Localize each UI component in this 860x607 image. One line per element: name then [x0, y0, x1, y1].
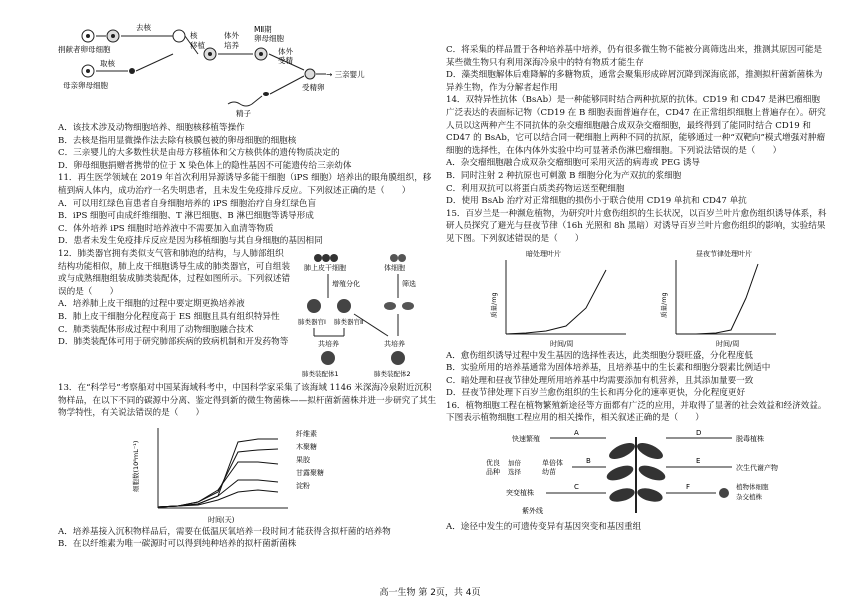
dark-ylabel: 质量/mg	[490, 291, 498, 318]
organoid-2-icon	[337, 299, 351, 313]
svg-text:加倍: 加倍	[508, 459, 521, 468]
sperm-icon	[228, 96, 262, 106]
q13-stem: 13．在“科学号”考察船对中国某海域科考中，中国科学家采集了该海域 1146 米深海冷泉附近沉积物样品，在以下不同的碳源中分离、鉴定得到新的微生物菌株——拟杆菌新菌株并进一步研究了其生物学特性，有关说法错误的是（ ）	[58, 382, 437, 419]
q12-stem: 12．肺类器官拥有类似支气管和肺泡的结构，与人肺部组织结构功能相似，肺上皮干细胞诱导生成的肺类器官，可自组装或与成熟细胞组装成肺类装配体，过程如图所示。下列叙述错误的是（ ）	[58, 248, 291, 297]
svg-text:单倍体: 单倍体	[542, 459, 563, 468]
baby-label: → 三亲婴儿	[326, 70, 365, 79]
svg-text:体外: 体外	[224, 31, 239, 40]
assembly-2-label: 肺类装配体2	[374, 369, 411, 378]
fused-cell-icon	[719, 488, 729, 498]
dark-xlabel: 时间/周	[550, 339, 574, 348]
q12-option-c: C．肺类装配体形成过程中利用了动物细胞融合技术	[58, 324, 254, 335]
q13-option-d: D．藻类细胞解体后难降解的多糖物质，通常会聚集形成碎屑沉降到深海底部，推测拟杆菌新菌株为异养生物，作为分解者起作用	[446, 70, 823, 93]
svg-text:卵母细胞: 卵母细胞	[254, 34, 284, 43]
q13-xlabel: 时间(天)	[208, 515, 235, 524]
q12-option-a: A．培养肺上皮干细胞的过程中要定期更换培养液	[58, 299, 245, 310]
q11-option-c: C．体外培养 iPS 细胞时培养液中不需要加入血清等物质	[58, 223, 274, 234]
q15-option-d: D．昼夜节律处理下百岁兰愈伤组织的生长和再分化的速率更快，分化程度更好	[446, 388, 746, 399]
arrow-c-label: C	[574, 483, 579, 492]
svg-text:受精: 受精	[278, 56, 293, 65]
screen-label: 筛选	[402, 279, 416, 288]
legend-cellulose: 纤维素	[296, 429, 317, 438]
arrow-b-label: B	[586, 457, 591, 466]
assembly-2-icon	[391, 351, 405, 365]
donor-oocyte-label: 捐献者卵母细胞	[58, 45, 111, 54]
q14-option-a: A．杂交瘤细胞融合成双杂交瘤细胞可采用灭活的病毒或 PEG 诱导	[446, 158, 701, 169]
co-culture-label-1: 共培养	[318, 339, 339, 348]
sperm-label: 精子	[236, 109, 251, 118]
uv-label: 紫外线	[522, 507, 543, 516]
proliferation-label: 增殖分化	[332, 279, 360, 288]
q11-option-a: A．可以用红绿色盲患者自身细胞培养的 iPS 细胞治疗自身红绿色盲	[58, 198, 317, 209]
plant-leaf-icon	[605, 437, 667, 513]
q16-option-a: A．途径中发生的可遗传变异有基因突变和基因重组	[446, 522, 642, 533]
q10-option-d: D．卵母细胞捐赠者携带的位于 X 染色体上的隐性基因不可能遗传给三亲幼体	[58, 160, 352, 171]
series-xylan	[158, 449, 278, 507]
legend-starch: 淀粉	[296, 481, 310, 490]
q13-option-c: C．将采集的样品置于各种培养基中培养，仍有很多微生物不能被分离筛选出来，推测其原因可能是某些微生物只有利用深海冷泉中的特有物质才能生存	[446, 45, 823, 68]
q10-option-b: B．去核是指用显微操作法去除有核膜包被的卵母细胞的细胞核	[58, 135, 297, 146]
co-culture-label-2: 共培养	[384, 339, 405, 348]
svg-text:培养: 培养	[224, 41, 239, 50]
take-nucleus-label: 取核	[100, 59, 115, 68]
somatic-cell-cluster-icon	[390, 254, 406, 262]
dark-chart-title: 暗处理叶片	[526, 249, 561, 258]
enucleated-cell	[173, 30, 185, 42]
q11-option-b: B．iPS 细胞可由成纤维细胞、T 淋巴细胞、B 淋巴细胞等诱导形成	[58, 211, 314, 222]
q13-chart	[128, 422, 438, 524]
legend-mannan: 甘露聚糖	[296, 468, 324, 477]
svg-text:植物体细胞: 植物体细胞	[736, 483, 769, 492]
right-column	[446, 0, 828, 534]
svg-text:杂交植株: 杂交植株	[736, 493, 762, 502]
q13-option-a: A．培养基接入沉积物样品后，需要在低温厌氧培养一段时间才能获得含拟杆菌的培养物	[58, 526, 391, 537]
arrow-d-label: D	[696, 429, 702, 438]
q12-option-b: B．肺上皮干细胞分化程度高于 ES 细胞且具有组织特异性	[58, 311, 280, 322]
nuclear-transfer-label-1: 核	[190, 31, 198, 40]
cycle-xlabel: 时间/周	[716, 339, 740, 348]
remove-nucleus-label: 去核	[136, 23, 151, 32]
stem-cell-label: 肺上皮干细胞	[304, 263, 346, 272]
mother-oocyte-label: 母亲卵母细胞	[63, 81, 108, 90]
cycle-ylabel: 质量/mg	[660, 291, 668, 318]
nucleus	[129, 68, 135, 74]
cycle-series	[676, 264, 758, 334]
mutant-label: 突变植株	[506, 489, 534, 498]
q10-diagram	[58, 23, 365, 120]
q16-figure	[446, 427, 828, 519]
svg-text:体外: 体外	[278, 47, 293, 56]
q11-option-d: D．患者未发生免疫排斥反应是因为移植细胞与其自身细胞的基因相同	[58, 236, 323, 247]
q15-charts	[446, 248, 828, 348]
secondary-metabolite-label: 次生代谢产物	[736, 464, 778, 473]
q14-option-b: B．同时注射 2 种抗原也可刺激 B 细胞分化为产双抗的浆细胞	[446, 170, 682, 181]
q16-diagram	[446, 427, 826, 519]
q13-chart-svg	[128, 422, 358, 524]
legend-xylan: 木聚糖	[296, 442, 317, 451]
svg-text:MⅡ期: MⅡ期	[254, 25, 272, 34]
series-mannan	[158, 480, 278, 507]
q14-option-c: C．利用双抗可以将蛋白质类药物运送至靶细胞	[446, 183, 625, 194]
left-column	[58, 0, 438, 551]
detox-label: 脱毒植株	[736, 435, 764, 444]
q15-charts-svg	[446, 248, 826, 348]
arrow-e-label: E	[696, 457, 701, 466]
q15-option-a: A．愈伤组织诱导过程中发生基因的选择性表达，此类细胞分裂旺盛，分化程度低	[446, 350, 753, 361]
q11-stem: 11．再生医学领域在 2019 年首次利用异源诱导多能干细胞（iPS 细胞）培养出的眼角膜组织，移植到病人体内，成功治疗一名失明患者，且未发生免疫排斥反应。下列叙述正确的是（ ）	[58, 173, 432, 196]
nuclear-transfer-label-2: 移植	[190, 41, 205, 50]
q10-option-c: C．三亲婴儿的大多数性状是由母方移植体和父方核供体的遗传物质决定的	[58, 148, 340, 159]
stem-cell-cluster-icon	[314, 254, 338, 262]
q14-stem: 14．双特异性抗体（BsAb）是一种能够同时结合两种抗原的抗体。CD19 和 CD47 是淋巴瘤细胞广泛表达的表面标记物（CD19 在 B 细胞表面普遍存在，CD47 在正常组织细胞上普遍存在）。研究人员以这两种产生不同抗体的杂交瘤细胞融合成双杂交瘤细胞，最终得到了能同时结合 CD19 和 CD47 的 BsAb，它可以结合同一靶细胞上两种不同的抗原，能够通过一种“双靶向”模式增强对肿瘤细胞的选择性，在体内体外实验中均可显著杀伤淋巴瘤细胞。下列说法错误的是（ ）	[446, 95, 826, 156]
zygote	[305, 69, 315, 79]
q13-ylabel: 细胞数(10⁸mL⁻¹)	[132, 440, 140, 492]
dark-series	[506, 270, 606, 334]
q10-figure	[58, 24, 438, 120]
q12-diagram	[298, 250, 438, 380]
q12-block	[58, 248, 438, 382]
q10-option-a: A．该技术涉及动物细胞培养、细胞核移植等操作	[58, 123, 245, 133]
somatic-cell-label: 体细胞	[384, 263, 405, 272]
legend-pectin: 果胶	[296, 455, 310, 464]
q15-stem: 15．百岁兰是一种濒危植物，为研究叶片愈伤组织的生长状况，以百岁兰叶片愈伤组织诱导体系，科研人员探究了避光与昼夜节律（16h 光照和 8h 黑暗）对诱导百岁兰叶片愈伤组织的影响，实验结果见下图。下列叙述错误的是（ ）	[446, 208, 827, 244]
fast-propagation-label: 快速繁殖	[512, 435, 540, 444]
svg-text:品种: 品种	[486, 468, 500, 477]
arrow-f-label: F	[686, 483, 691, 492]
page-footer: 高一生物 第 2页，共 4页	[379, 588, 481, 598]
cycle-chart-title: 昼夜节律处理叶片	[696, 249, 752, 258]
q14-option-d: D．使用 BsAb 治疗对正常细胞的损伤小于联合使用 CD19 单抗和 CD47 单抗	[446, 196, 747, 207]
series-cellulose	[158, 439, 278, 507]
assembly-1-label: 肺类装配体1	[302, 369, 339, 378]
q12-option-d: D．肺类装配体可用于研究肺部疾病的致病机制和开发药物等	[58, 337, 289, 348]
q15-option-c: C．暗处理和昼夜节律处理所用培养基中均需要添加有机营养，且其添加量要一致	[446, 375, 754, 386]
q13-legend	[296, 429, 324, 490]
q15-option-b: B．实验所用的培养基通常为固体培养基，且培养基中的生长素和细胞分裂素比例适中	[446, 363, 771, 374]
arrow-a-label: A	[574, 429, 579, 438]
fertilized-egg-label: 受精卵	[302, 83, 325, 92]
mature-cell-icon-1	[384, 302, 396, 310]
mature-cell-icon-2	[402, 302, 414, 310]
svg-text:幼苗: 幼苗	[542, 468, 556, 477]
q16-stem: 16．植物细胞工程在植物繁殖新途径等方面都有广泛的应用，并取得了显著的社会效益和经济效益。下图表示植物细胞工程应用的相关操作，相关叙述正确的是（ ）	[446, 400, 827, 424]
q12-figure	[298, 250, 438, 380]
assembly-1-icon	[321, 351, 335, 365]
q13-option-b: B．在以纤维素为唯一碳源时可以得到纯种培养的拟杆菌新菌株	[58, 539, 297, 550]
organoid-2-label: 肺类器官Ⅱ	[334, 317, 364, 326]
organoid-1-label: 肺类器官Ⅰ	[298, 317, 326, 326]
svg-text:选择: 选择	[508, 468, 521, 477]
svg-text:优良: 优良	[486, 459, 500, 468]
organoid-1-icon	[307, 299, 321, 313]
